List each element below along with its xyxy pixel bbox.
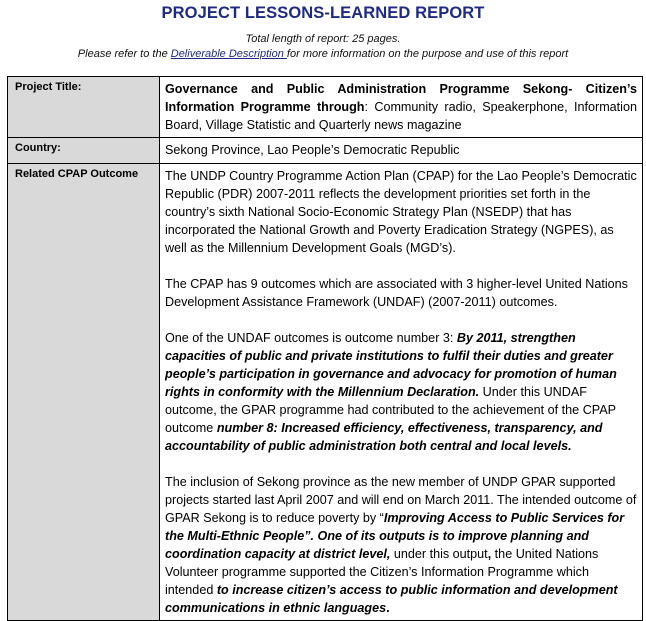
note-after: for more information on the purpose and use of this report: [286, 48, 569, 60]
p3-text-a: One of the UNDAF outcomes is outcome number 3:: [165, 331, 457, 345]
p4-text-e: the United Nations Volunteer programme supported the Citizen’s Information Programme which intended: [165, 547, 599, 597]
p4-text-c: under this output: [390, 547, 488, 561]
project-title-row: [8, 77, 643, 138]
cpap-value: [160, 164, 643, 621]
p4-programme-aim: to increase citizen’s access to public information and development communications in ethnic languages: [165, 583, 618, 615]
note-before: Please refer to the: [77, 48, 171, 60]
project-title-rest: : Community radio, Speakerphone, Information Board, Village Statistic and Quarterly news magazine: [165, 100, 637, 132]
project-title-label: Project Title:: [8, 77, 160, 138]
report-length-note: Total length of report: 25 pages.: [245, 33, 401, 45]
p3-undaf-outcome: By 2011, strengthen capacities of public and private institutions to fulfil their duties and greater people’s participation in governance and advocacy for promotion of human rights in conformity with the Millennium Declaration.: [165, 331, 617, 399]
p4-intended-outcome: Improving Access to Public Services for the Multi-Ethnic People”. One of its outputs is to improve planning and coordination capacity at district level,: [165, 511, 625, 561]
report-table: [7, 76, 643, 621]
deliverable-note: [0, 48, 646, 60]
country-row: [8, 138, 643, 164]
cpap-label: Related CPAP Outcome: [8, 164, 160, 621]
p4-period: .: [386, 601, 390, 615]
deliverable-description-link[interactable]: Deliverable Description: [170, 48, 287, 60]
p3-text-c: Under this UNDAF outcome, the GPAR programme had contributed to the achievement of the CPAP outcome: [165, 385, 616, 435]
p4-text-a: The inclusion of Sekong province as the new member of UNDP GPAR supported projects started last April 2007 and will end on March 2011. The intended outcome of GPAR Sekong is to reduce poverty by “: [165, 475, 637, 525]
cpap-row: [8, 164, 643, 621]
project-title-value: [160, 77, 643, 138]
cpap-paragraph-3: [165, 329, 637, 455]
country-label: Country:: [8, 138, 160, 164]
cpap-paragraph-4: [165, 473, 637, 617]
p3-cpap-outcome: number 8: Increased efficiency, effectiveness, transparency, and accountability of public administration both central and local levels.: [165, 421, 603, 453]
cpap-paragraph-2: The CPAP has 9 outcomes which are associated with 3 higher-level United Nations Development Assistance Framework (UNDAF) (2007-2011) outcomes.: [165, 277, 628, 309]
cpap-paragraph-1: The UNDP Country Programme Action Plan (CPAP) for the Lao People’s Democratic Republic (PDR) 2007-2011 reflects the development priorities set forth in the country’s sixth National Socio-Economic Strategy Plan (NSEDP) that has incorporated the National Growth and Poverty Eradication Strategy (NGPES), as well as the Millennium Development Goals (MGD’s).: [165, 169, 637, 255]
p4-comma: ,: [487, 547, 492, 561]
report-title: PROJECT LESSONS-LEARNED REPORT: [161, 4, 485, 22]
country-value: Sekong Province, Lao People’s Democratic Republic: [160, 138, 643, 164]
project-title-bold: Governance and Public Administration Programme Sekong- Citizen’s Information Programme through: [165, 82, 637, 114]
